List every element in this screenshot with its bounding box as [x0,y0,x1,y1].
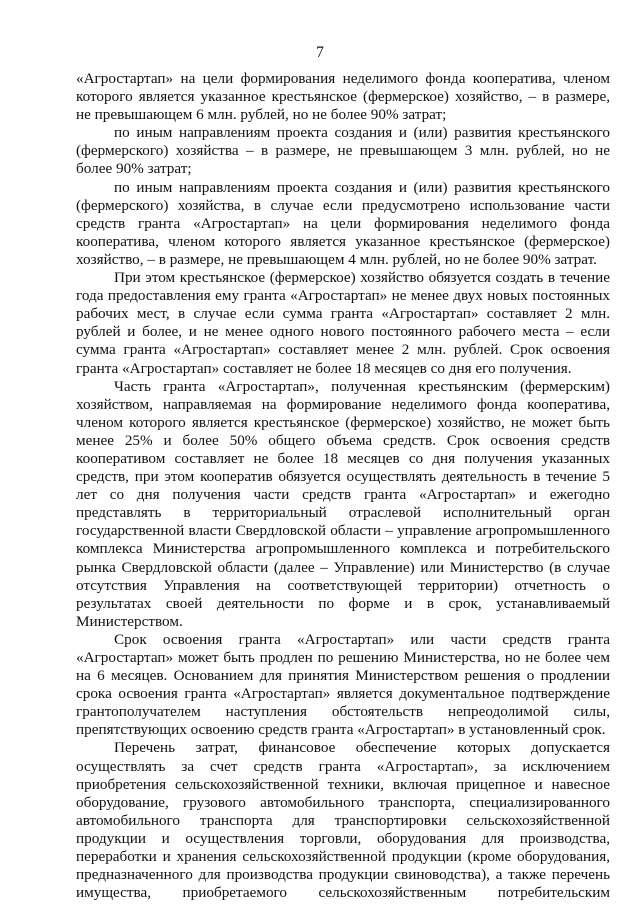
paragraph-1: «Агростартап» на цели формирования неделимого фонда кооператива, членом которого является указанное крестьянское (фермерское) хозяйство, – в размере, не превышающем 6 млн. рублей, но не более 90% затрат; [76,70,610,124]
paragraph-6: Срок освоения гранта «Агростартап» или части средств гранта «Агростартап» может быть продлен по решению Министерства, но не более чем на 6 месяцев. Основанием для принятия Министерством решения о продлении срока освоения гранта «Агростартап» является документальное подтверждение грантополучателем наступления обстоятельств непреодолимой силы, препятствующих освоению средств гранта «Агростартап» в установленный срок. [76,630,610,739]
paragraph-7: Перечень затрат, финансовое обеспечение которых допускается осуществлять за счет средств гранта «Агростартап», за исключением приобретения сельскохозяйственной техники, включая прицепное и навесное оборудование, грузового автомобильного транспорта, специализированного автомобильного транспорта для транспортировки сельскохозяйственной продукции и осуществления торговли, оборудования для производства, переработки и хранения сельскохозяйственной продукции (кроме оборудования, предназначенного для производства продукции свиноводства), а также перечень имущества, приобретаемого сельскохозяйственным потребительским [76,739,610,902]
paragraph-2: по иным направлениям проекта создания и (или) развития крестьянского (фермерского) хозяйства – в размере, не превышающем 3 млн. рублей, но не более 90% затрат; [76,124,610,178]
paragraph-5: Часть гранта «Агростартап», полученная крестьянским (фермерским) хозяйством, направляемая на формирование неделимого фонда кооператива, членом которого является крестьянское (фермерское) хозяйство, не может быть менее 25% и более 50% общего объема средств. Срок освоения средств кооперативом составляет не более 18 месяцев со дня получения указанных средств, при этом кооператив обязуется осуществлять деятельность в течение 5 лет со дня получения части средств гранта «Агростартап» и ежегодно представлять в территориальный отраслевой исполнительный орган государственной власти Свердловской области – управление агропромышленного комплекса Министерства агропромышленного комплекса и потребительского рынка Свердловской области (далее – Управление) или Министерство (в случае отсутствия Управления на соответствующей территории) отчетность о результатах своей деятельности по форме и в срок, устанавливаемый Министерством. [76,377,610,630]
page-number: 7 [316,44,324,61]
paragraph-4: При этом крестьянское (фермерское) хозяйство обязуется создать в течение года предоставления ему гранта «Агростартап» не менее двух новых постоянных рабочих мест, в случае если сумма гранта «Агростартап» составляет 2 млн. рублей и более, и не менее одного нового постоянного рабочего места – если сумма гранта «Агростартап» составляет менее 2 млн. рублей. Срок освоения гранта «Агростартап» составляет не более 18 месяцев со дня его получения. [76,269,610,377]
paragraph-3: по иным направлениям проекта создания и (или) развития крестьянского (фермерского) хозяйства, в случае если предусмотрено использование части средств гранта «Агростартап» на цели формирования неделимого фонда кооператива, членом которого является указанное крестьянское (фермерское) хозяйство, – в размере, не превышающем 4 млн. рублей, но не более 90% затрат. [76,178,610,268]
document-body [76,70,610,902]
